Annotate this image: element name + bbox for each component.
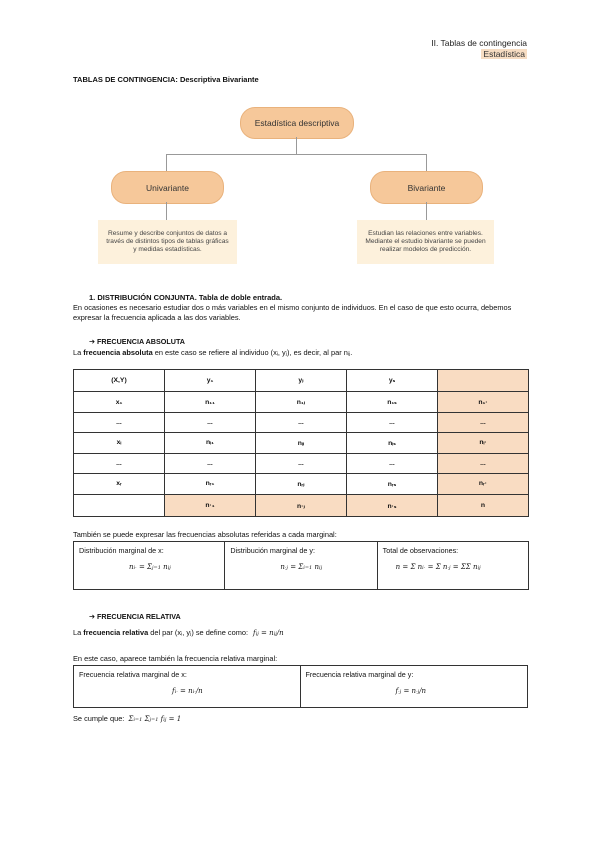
relative-marginal-y-formula: f·j = n·j/n: [395, 687, 427, 695]
relative-marginal-y-label: Frecuencia relativa marginal de y:: [305, 670, 414, 679]
table-cell: xᵢ: [74, 432, 165, 454]
diagram-right-note: Estudian las relaciones entre variables. Mediante el estudio bivariante se pueden realizar modelos de predicción.: [357, 220, 494, 264]
marginal-intro: También se puede expresar las frecuencias absolutas referidas a cada marginal:: [73, 530, 337, 539]
table-cell: ...: [256, 413, 347, 432]
diagram-left-note: Resume y describe conjuntos de datos a través de distintos tipos de tablas gráficas y medidas estadísticas.: [98, 220, 237, 264]
section-intro: En ocasiones es necesario estudiar dos o más variables en el mismo conjunto de individuos. En el caso de que esto ocurra, debemos expresar la frecuencia aplicada a las dos variables.: [73, 303, 512, 322]
total-observations-cell: [378, 542, 528, 589]
table-cell: xᵣ: [74, 473, 165, 495]
header-course: Estadística: [483, 49, 525, 59]
relative-marginal-intro: En este caso, aparece también la frecuencia relativa marginal:: [73, 654, 278, 663]
marginal-x-cell: [74, 542, 225, 589]
total-observations-label: Total de observaciones:: [382, 546, 459, 555]
table-cell: ...: [347, 454, 438, 473]
section-title: 1. DISTRIBUCIÓN CONJUNTA. Tabla de doble entrada.: [89, 293, 283, 302]
table-cell: nᵣₛ: [347, 473, 438, 495]
table-row: [74, 432, 529, 454]
table-cell: yₛ: [347, 370, 438, 392]
connector: [426, 154, 427, 171]
table-cell: nᵢⱼ: [256, 432, 347, 454]
table-cell: (X,Y): [74, 370, 165, 392]
table-cell: nᵢₛ: [347, 432, 438, 454]
relative-marginal-y-cell: [301, 666, 528, 707]
marginal-y-cell: [225, 542, 377, 589]
sum-equals-one-formula: Σi=1 Σj=1 fij = 1: [128, 715, 182, 723]
table-cell: ...: [347, 413, 438, 432]
table-cell: n·₁: [165, 495, 256, 517]
relative-frequency-formula: fij = nij/n: [253, 629, 284, 637]
table-cell: n₁₁: [165, 391, 256, 413]
absolute-frequency-text: La frecuencia absoluta en este caso se refiere al individuo (xᵢ, yⱼ), es decir, al par nᵢⱼ.: [73, 348, 353, 357]
table-cell: [74, 495, 165, 517]
table-cell: nᵣ·: [438, 473, 529, 495]
relative-marginal-table: [73, 665, 528, 708]
relative-frequency-text: La frecuencia relativa del par (xᵢ, yⱼ) se define como: fij = nij/n: [73, 628, 284, 637]
table-row: [74, 391, 529, 413]
table-cell: ...: [74, 413, 165, 432]
table-cell: n·ⱼ: [256, 495, 347, 517]
table-row: [74, 473, 529, 495]
table-cell: n₁ⱼ: [256, 391, 347, 413]
connector: [426, 202, 427, 220]
table-cell: nᵣ₁: [165, 473, 256, 495]
marginal-x-formula: ni· = Σj=1 nij: [129, 563, 171, 571]
diagram-root-node: Estadística descriptiva: [240, 107, 354, 139]
table-cell: ...: [165, 454, 256, 473]
table-row: [74, 413, 529, 432]
table-cell: nᵢ·: [438, 432, 529, 454]
table-cell: x₁: [74, 391, 165, 413]
relative-marginal-x-formula: fi· = ni·/n: [172, 687, 203, 695]
table-cell: ...: [74, 454, 165, 473]
diagram-right-node: Bivariante: [370, 171, 483, 204]
marginal-x-label: Distribución marginal de x:: [79, 546, 164, 555]
table-cell: n₁·: [438, 391, 529, 413]
connector: [166, 154, 427, 155]
table-cell: n·ₛ: [347, 495, 438, 517]
table-cell: nᵣⱼ: [256, 473, 347, 495]
table-row: [74, 495, 529, 517]
table-cell: ...: [438, 454, 529, 473]
table-row: [74, 454, 529, 473]
absolute-frequency-heading: ➔ FRECUENCIA ABSOLUTA: [89, 337, 185, 346]
table-cell: ...: [438, 413, 529, 432]
connector: [296, 137, 297, 154]
document-title: TABLAS DE CONTINGENCIA: Descriptiva Bivariante: [73, 75, 259, 84]
table-row: [74, 370, 529, 392]
table-cell: yⱼ: [256, 370, 347, 392]
header-subject: II. Tablas de contingencia: [431, 38, 527, 48]
marginal-y-formula: n·j = Σi=1 nij: [280, 563, 323, 571]
marginal-y-label: Distribución marginal de y:: [230, 546, 316, 555]
table-cell: [438, 370, 529, 392]
connector: [166, 202, 167, 220]
connector: [166, 154, 167, 171]
relative-marginal-x-label: Frecuencia relativa marginal de x:: [79, 670, 187, 679]
table-cell: y₁: [165, 370, 256, 392]
cumple-text: Se cumple que: Σi=1 Σj=1 fij = 1: [73, 714, 182, 723]
table-cell: nᵢ₁: [165, 432, 256, 454]
table-cell: ...: [256, 454, 347, 473]
absolute-marginal-table: [73, 541, 529, 590]
contingency-table: [73, 369, 529, 517]
relative-marginal-x-cell: [74, 666, 301, 707]
table-cell: n: [438, 495, 529, 517]
table-cell: ...: [165, 413, 256, 432]
total-observations-formula: n = Σ ni· = Σ n·j = ΣΣ nij: [395, 563, 481, 571]
diagram-left-node: Univariante: [111, 171, 224, 204]
relative-frequency-heading: ➔ FRECUENCIA RELATIVA: [89, 612, 181, 621]
table-cell: n₁ₛ: [347, 391, 438, 413]
